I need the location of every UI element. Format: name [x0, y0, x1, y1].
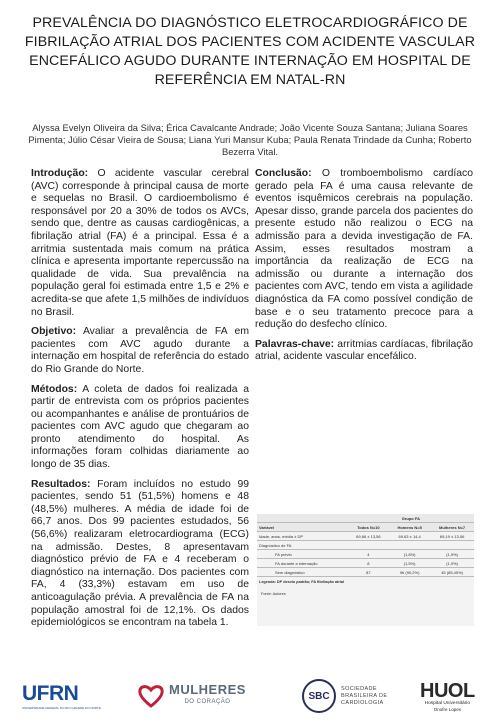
results-table [257, 514, 474, 626]
footer-logos [0, 674, 500, 718]
mulheres-do-coracao-logo [138, 674, 246, 718]
huol-logo-subtitle: Onofre Lopes [433, 706, 461, 712]
table-caption: Legenda: DP desvio padrão; FA fibrilação atrial [259, 580, 345, 584]
section-heading: Resultados: [31, 478, 91, 490]
table-cell [389, 541, 430, 550]
section-resultados [31, 479, 249, 630]
section-metodos [31, 384, 249, 472]
table-cell: 69,19 ± 13,56 [430, 532, 474, 541]
table-cell [348, 541, 389, 550]
huol-logo [420, 674, 475, 718]
huol-logo-subtitle: Hospital Universitário [424, 700, 470, 706]
table-cell: 8 [348, 559, 389, 568]
table-cell: 96 (90,2%) [389, 568, 430, 577]
table-column-header: Todos N=10 [348, 523, 389, 532]
table-row [257, 568, 474, 577]
table-cell: (1,9%) [430, 550, 474, 559]
section-objetivo [31, 326, 249, 376]
table-cell: 45 (85,45%) [430, 568, 474, 577]
sbc-text-line: CARDIOLOGIA [341, 699, 384, 706]
right-column [255, 168, 473, 371]
section-text: A coleta de dados foi realizada a partir de entrevista com os próprios pacientes ou acompanhantes e análise de prontuários de pacientes com AVC agudo que chegaram ao pronto atendimento do hospital. As informações foram colhidas diariamente ao longo de 35 dias. [31, 383, 249, 471]
table-cell: FA durante a internação [257, 559, 348, 568]
table-cell [430, 541, 474, 550]
table-column-header: Mulheres N=7 [430, 523, 474, 532]
section-text: O tromboembolismo cardíaco gerado pela FA é uma causa relevante de eventos isquêmicos cerebrais na população. Apesar disso, grande parcela dos pacientes do presente estudo não realizou o ECG na admissão para a devida investigação de FA. Assim, esses resultados mostram a importância da realização de ECG na admissão ou durante a internação dos pacientes com AVC, tendo em vista a agilidade diagnóstica da FA como possível condição de base e o seu tratamento precoce para a redução do desfecho clínico. [255, 168, 473, 331]
sbc-logo [302, 674, 387, 718]
table-cell: FA prévio [257, 550, 348, 559]
table-source: Fonte: Autores [261, 592, 286, 596]
section-text: O acidente vascular cerebral (AVC) corresponde à principal causa de morte e sequelas no Brasil. O cardioembolismo é responsável por 20 a 30% de todos os AVCs, sendo que, dentre as causas cardiogênicas, a fibrilação atrial (FA) é a principal. Essa é a arritmia sustentada mais comum na prática clínica e apresenta importante repercussão na qualidade de vida. Sua prevalência na população geral foi estimada entre 1,5 e 2% e acredita-se que afete 1,5 milhões de indivíduos no Brasil. [31, 168, 249, 318]
mulheres-logo-title: MULHERES [169, 682, 246, 697]
table-cell: Idade, anos, média ± DP [257, 532, 348, 541]
table-cell: 4 [348, 550, 389, 559]
section-heading: Métodos: [31, 383, 78, 395]
table-cell: (1,9%) [430, 559, 474, 568]
poster-title: PREVALÊNCIA DO DIAGNÓSTICO ELETROCARDIOGRÁFICO DE FIBRILAÇÃO ATRIAL DOS PACIENTES COM ACIDENTE VASCULAR ENCEFÁLICO AGUDO DURANTE INTERNAÇÃO EM HOSPITAL DE REFERÊNCIA EM NATAL-RN [24, 15, 476, 88]
ufrn-logo-subtitle: UNIVERSIDADE FEDERAL DO RIO GRANDE DO NORTE [22, 706, 101, 710]
table-cell: (1,5%) [389, 559, 430, 568]
table-cell: 69,66 ± 13,56 [348, 532, 389, 541]
huol-logo-title: HUOL [420, 679, 475, 702]
ufrn-logo-text: UFRN [22, 682, 79, 705]
section-heading: Objetivo: [31, 326, 77, 338]
section-text: arritmias cardíacas, fibrilação atrial, acidente vascular encefálico. [255, 338, 473, 363]
table-row [257, 541, 474, 550]
sbc-text-line: SOCIEDADE [341, 685, 377, 692]
table-column-header: Variável [257, 523, 348, 532]
section-heading: Palavras-chave: [255, 338, 335, 350]
table-row [257, 532, 474, 541]
heart-icon [138, 684, 164, 708]
sbc-badge: SBC [302, 679, 336, 713]
section-heading: Conclusão: [255, 168, 312, 179]
left-column [31, 168, 249, 637]
table-cell: (1,8%) [389, 550, 430, 559]
table-cell: Diagnóstico de FA [257, 541, 348, 550]
section-text: Foram incluídos no estudo 99 pacientes, sendo 51 (51,5%) homens e 48 (48,5%) mulheres. A média de idade foi de 66,7 anos. Dos 99 pacientes estudados, 56 (56,6%) realizaram eletrocardiograma (ECG) na admissão. Destes, 8 apresentavam diagnóstico prévio de FA e 4 receberam o diagnóstico na internação. Dos pacientes com FA, 4 (33,3%) estavam em uso de anticoagulação prévia. A prevalência de FA na população amostral foi de 12,1%. Os dados epidemiológicos se encontram na tabela 1. [31, 478, 249, 629]
section-text: Avaliar a prevalência de FA em pacientes com AVC agudo durante a internação em hospital de referência do estado do Rio Grande do Norte. [31, 326, 249, 375]
table-column-header: Homens N=5 [389, 523, 430, 532]
table-header-empty [257, 514, 348, 523]
table-cell: Sem diagnóstico [257, 568, 348, 577]
sbc-text-line: BRASILEIRA DE [341, 692, 388, 699]
data-table [257, 514, 474, 577]
table-cell: 69,63 ± 14,4 [389, 532, 430, 541]
table-group-header: Grupo FA [348, 514, 474, 523]
section-heading: Introdução: [31, 168, 89, 179]
section-introducao [31, 168, 249, 319]
author-list: Alyssa Evelyn Oliveira da Silva; Érica Cavalcante Andrade; João Vicente Souza Santana; Juliana Soares Pimenta; Júlio César Vieira de Sousa; Liana Yuri Mansur Kuba; Paula Renata Trindade da Cunha; Roberto Bezerra Vital. [28, 122, 472, 158]
table-row [257, 550, 474, 559]
table-row [257, 559, 474, 568]
section-palavras-chave [255, 339, 473, 364]
mulheres-logo-subtitle: DO CORAÇÃO [184, 699, 231, 705]
section-conclusao [255, 168, 473, 332]
ufrn-logo [22, 674, 101, 718]
table-cell: 87 [348, 568, 389, 577]
